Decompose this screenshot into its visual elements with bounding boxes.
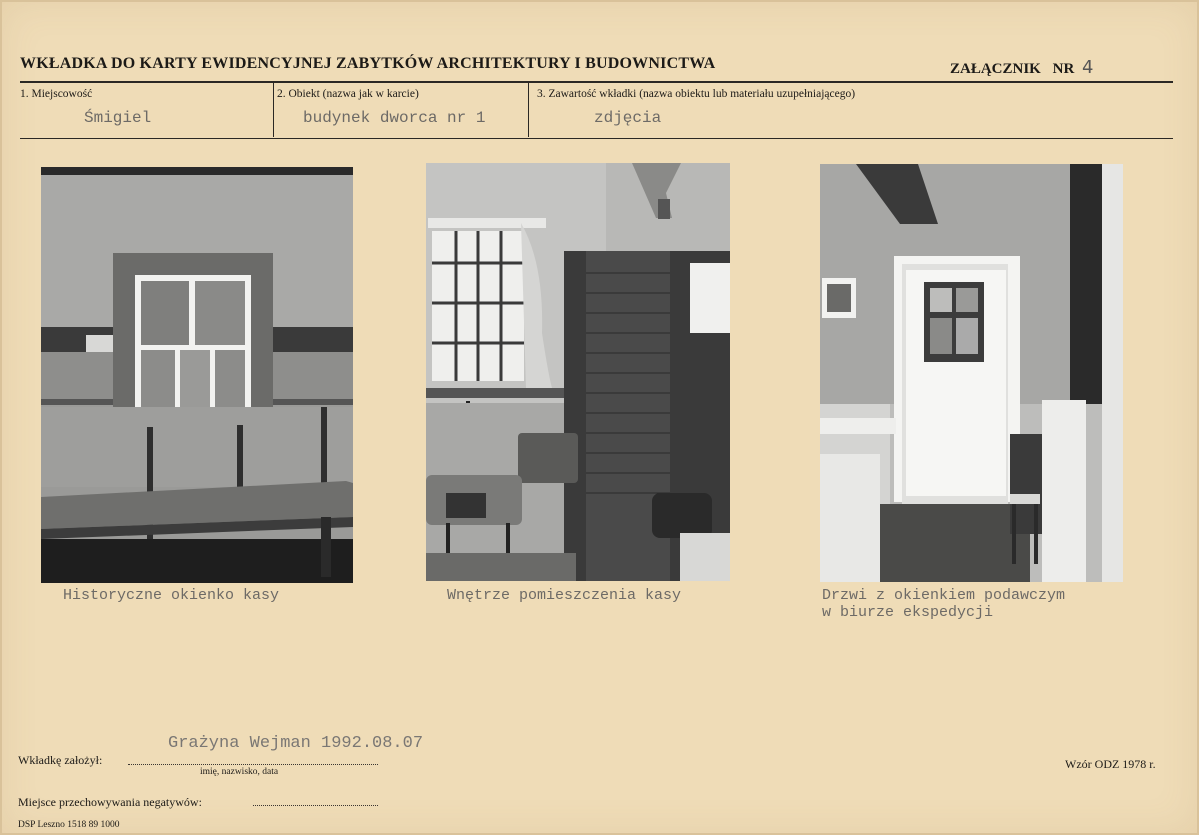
attachment-label bbox=[950, 57, 1093, 78]
photo-office-interior bbox=[426, 163, 730, 581]
locality-label: 1. Miejscowość bbox=[20, 88, 93, 100]
negatives-line bbox=[253, 805, 378, 806]
caption-photo-3-line-1: Drzwi z okienkiem podawczym bbox=[822, 587, 1066, 604]
negatives-label: Miejsce przechowywania negatywów: bbox=[18, 795, 202, 809]
locality-value: Śmigiel bbox=[84, 109, 152, 127]
header-rule bbox=[20, 81, 1173, 83]
created-by-value: Grażyna Wejman 1992.08.07 bbox=[168, 734, 424, 753]
caption-photo-2: Wnętrze pomieszczenia kasy bbox=[447, 587, 682, 604]
attachment-nr-word: NR bbox=[1052, 61, 1075, 77]
caption-photo-1: Historyczne okienko kasy bbox=[63, 587, 280, 604]
content-label: 3. Zawartość wkładki (nazwa obiektu lub materiału uzupełniającego) bbox=[537, 88, 856, 100]
object-label: 2. Obiekt (nazwa jak w karcie) bbox=[277, 88, 419, 100]
photo-ticket-window bbox=[41, 167, 353, 583]
field-divider-2 bbox=[528, 83, 529, 137]
content-value: zdjęcia bbox=[594, 109, 662, 127]
created-by-line bbox=[128, 764, 378, 765]
printer-info: DSP Leszno 1518 89 1000 bbox=[18, 820, 120, 830]
created-by-hint: imię, nazwisko, data bbox=[200, 767, 279, 777]
form-model: Wzór ODZ 1978 r. bbox=[1065, 757, 1156, 771]
created-by-label: Wkładkę założył: bbox=[18, 753, 103, 767]
field-divider-1 bbox=[273, 83, 274, 137]
form-title: WKŁADKA DO KARTY EWIDENCYJNEJ ZABYTKÓW ARCHITEKTURY I BUDOWNICTWA bbox=[20, 55, 716, 72]
object-value: budynek dworca nr 1 bbox=[303, 109, 486, 127]
photo-door-window bbox=[820, 164, 1123, 582]
attachment-number: 4 bbox=[1082, 57, 1094, 78]
caption-photo-3-line-2: w biurze ekspedycji bbox=[822, 604, 994, 621]
attachment-word: ZAŁĄCZNIK bbox=[950, 61, 1041, 77]
fields-bottom-rule bbox=[20, 138, 1173, 139]
